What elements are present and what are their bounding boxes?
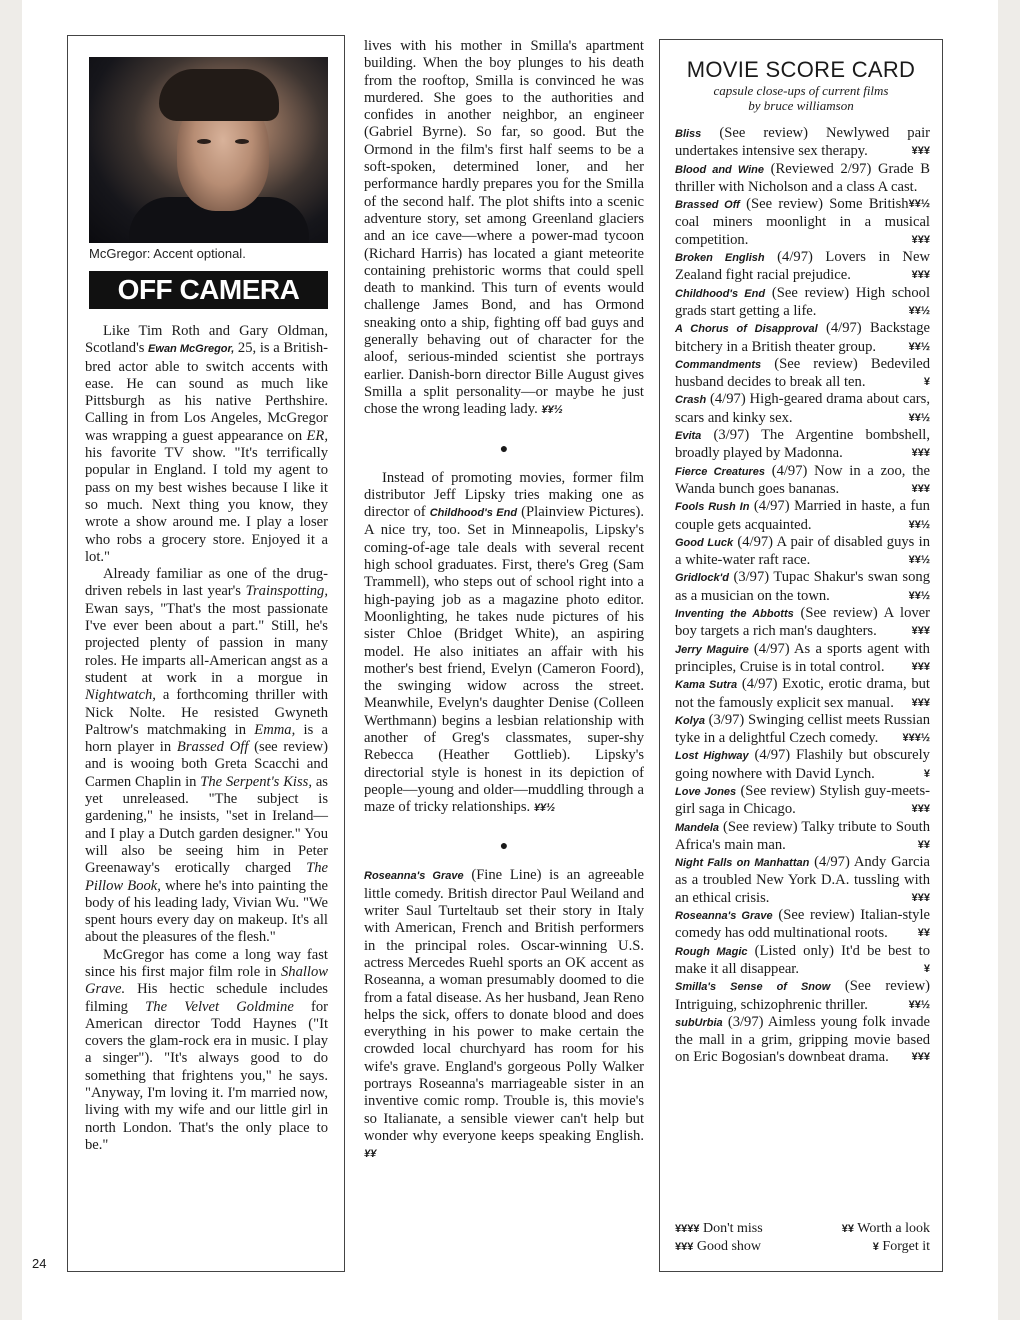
film-rating: ¥¥¥ bbox=[911, 145, 930, 158]
film-rating: ¥¥¥ bbox=[911, 803, 930, 816]
italic-title: The Pillow Book, bbox=[85, 860, 328, 894]
italic-title: The Velvet Goldmine bbox=[145, 998, 294, 1015]
italic-title: Nightwatch, bbox=[85, 687, 156, 704]
score-card-entry bbox=[675, 391, 930, 427]
score-card-entry bbox=[675, 285, 930, 321]
italic-title: The Serpent's Kiss, bbox=[200, 773, 312, 790]
film-title: Broken English bbox=[675, 252, 765, 265]
review-paragraph bbox=[364, 867, 644, 1163]
film-rating: ¥¥½ bbox=[908, 554, 930, 567]
film-rating: ¥¥½ bbox=[908, 411, 930, 424]
film-title: Good Luck bbox=[675, 536, 734, 549]
score-card-entry bbox=[675, 196, 930, 249]
legend-rating: ¥¥¥ bbox=[675, 1241, 694, 1253]
text-run: Instead of promoting movies, former film distributor Jeff Lipsky tries making one as director of bbox=[364, 469, 644, 521]
score-card-entry bbox=[675, 1014, 930, 1067]
film-rating: ¥¥¥ bbox=[911, 696, 930, 709]
score-card-entry bbox=[675, 356, 930, 392]
text-run: lives with his mother in Smilla's apartment building. When the boy plunges to his death from the rooftop, Smilla is convinced he was murdered. She goes to the authorities and confides in another neighbor, an engineer (Gabriel Byrne). So far, so good. But the Ormond in the film's first half seems to be a soft-spoken, determined loner, and her performance hardly prepares you for the Smilla of the second half. The plot shifts into a scenic adventure story, set among Greenland glaciers and an ice cave—where a power-mad tycoon (Richard Harris) has located a giant meteorite containing prehistoric worms that could spell death to mankind. This turn of events would challenge James Bond, and has Ormond sneaking onto a ship, fighting off bad guys and generally behaving out of character for the aloof, serious-minded scientist she portrays earlier. Danish-born director Bille August gives Smilla a split personality—or maybe he just chose the wrong leading lady. bbox=[364, 38, 644, 418]
film-rating: ¥¥¥ bbox=[911, 625, 930, 638]
film-title: Jerry Maguire bbox=[675, 643, 749, 656]
film-title: A Chorus of Disapproval bbox=[675, 323, 818, 336]
score-card-byline: by bruce williamson bbox=[748, 98, 854, 113]
score-card-entries bbox=[675, 125, 930, 1067]
film-description: (4/97) High-geared drama about cars, scars and kinky sex. bbox=[675, 391, 930, 426]
text-run: is a horn player in bbox=[85, 721, 328, 756]
film-description: (See review) Stylish guy-meets-girl saga in Chicago. bbox=[675, 782, 930, 818]
legend-rating: ¥¥¥¥ bbox=[675, 1223, 700, 1235]
film-title: Bliss bbox=[675, 128, 702, 140]
film-rating: ¥¥½ bbox=[908, 589, 930, 602]
reviews-column bbox=[364, 38, 644, 1164]
film-rating: ¥¥½ bbox=[908, 998, 930, 1011]
film-description: (See review) Talky tribute to South Africa's main man. bbox=[675, 818, 930, 853]
film-description: (Reviewed 2/97) Grade B thriller with Nicholson and a class A cast. bbox=[675, 160, 930, 195]
film-rating: ¥¥¥ bbox=[911, 660, 930, 673]
article-paragraph bbox=[85, 566, 328, 947]
film-title: Love Jones bbox=[675, 785, 737, 798]
film-title: Evita bbox=[675, 430, 702, 443]
film-description: (3/97) Tupac Shakur's swan song as a musician on the town. bbox=[675, 569, 930, 604]
film-rating: ¥¥½ bbox=[908, 198, 930, 211]
photo-eye-right bbox=[235, 139, 249, 144]
film-description: (See review) A lover boy targets a rich man's daughters. bbox=[675, 605, 930, 640]
film-rating: ¥¥¥ bbox=[911, 269, 930, 282]
score-card-subtitle bbox=[672, 83, 930, 113]
text-run: 25, is a British-bred actor able to switch accents with ease. He can sound as much like Pittsburgh as his native Perthshire. Calling in from Los Angeles, McGregor was wrapping a guest appearance on bbox=[85, 340, 328, 444]
italic-title: ER, bbox=[306, 427, 328, 444]
score-card-entry bbox=[675, 125, 930, 161]
film-description: (See review) Bedeviled husband decides to break all ten. bbox=[675, 355, 930, 391]
film-title: Mandela bbox=[675, 821, 720, 834]
film-description: (4/97) A pair of disabled guys in a white-water raft race. bbox=[675, 533, 930, 569]
film-title: Fierce Creatures bbox=[675, 465, 765, 478]
film-title: Blood and Wine bbox=[675, 163, 764, 176]
score-card-entry bbox=[675, 320, 930, 356]
film-title: Lost Highway bbox=[675, 750, 749, 763]
text-run: his favorite TV show. "It's terrifically popular in England. I told my agent to pass on my best wishes because I like it so much. Next thing you know, they wrote a show around me. I play a loser who robs a grocery store. Enjoyed it a lot." bbox=[85, 445, 328, 565]
film-title: Night Falls on Manhattan bbox=[675, 857, 810, 870]
film-title: Commandments bbox=[675, 358, 762, 371]
film-description: (4/97) As a sports agent with principles, Cruise is in total control. bbox=[675, 640, 930, 675]
legend-rating: ¥¥ bbox=[841, 1223, 854, 1235]
legend-item bbox=[873, 1238, 930, 1256]
actor-photo bbox=[89, 57, 328, 243]
film-description: (See review) High school grads start getting a life. bbox=[675, 284, 930, 319]
italic-title: Trainspotting, bbox=[245, 583, 328, 600]
emphasis-text: Ewan McGregor, bbox=[148, 343, 235, 356]
film-description: (4/97) Andy Garcia as a troubled New York D.A. tussling with an ethical crisis. bbox=[675, 854, 930, 906]
section-divider-bullet: ● bbox=[499, 839, 509, 855]
text-run: Already familiar as one of the drug-driven rebels in last year's bbox=[85, 566, 328, 600]
emphasis-text: ¥¥½ bbox=[541, 404, 563, 417]
legend-item bbox=[675, 1220, 763, 1238]
article-paragraph bbox=[85, 323, 328, 566]
score-card-entry bbox=[675, 605, 930, 641]
film-rating: ¥¥¥ bbox=[911, 891, 930, 904]
film-rating: ¥¥½ bbox=[908, 518, 930, 531]
film-rating: ¥¥ bbox=[917, 838, 930, 851]
article-paragraph bbox=[85, 947, 328, 1155]
film-title: Kama Sutra bbox=[675, 679, 738, 692]
score-card-entry bbox=[675, 819, 930, 855]
film-rating: ¥¥¥ bbox=[911, 233, 930, 246]
film-title: subUrbia bbox=[675, 1016, 723, 1029]
text-run: (see review) and is wooing both Greta Scacchi and Carmen Chaplin in bbox=[85, 739, 328, 790]
score-card-entry bbox=[675, 676, 930, 712]
score-card-entry bbox=[675, 943, 930, 979]
score-card-entry bbox=[675, 249, 930, 285]
score-card-entry bbox=[675, 498, 930, 534]
film-description: (See review) Italian-style comedy has odd multinational roots. bbox=[675, 907, 931, 942]
text-run: Like Tim Roth and Gary Oldman, Scotland's bbox=[85, 323, 328, 357]
photo-hair bbox=[159, 69, 279, 121]
score-card-entry bbox=[675, 978, 930, 1014]
legend-item bbox=[842, 1220, 930, 1238]
photo-caption: McGregor: Accent optional. bbox=[89, 246, 246, 261]
film-description: (4/97) Exotic, erotic drama, but not the famously explicit sex manual. bbox=[675, 676, 930, 711]
text-run: where he's into painting the body of his leading lady, Vivian Wu. "We spent hours every day on makeup. It's all about the pleasures of the flesh." bbox=[85, 877, 328, 946]
legend-label: Forget it bbox=[878, 1239, 930, 1254]
legend-label: Worth a look bbox=[854, 1221, 930, 1236]
score-card-entry bbox=[675, 641, 930, 677]
film-description: (See review) Some British coal miners moonlight in a musical competition. bbox=[675, 196, 930, 248]
film-description: (4/97) Now in a zoo, the Wanda bunch goes bananas. bbox=[675, 462, 930, 497]
review-paragraph bbox=[364, 470, 644, 818]
paragraph-gap bbox=[364, 817, 644, 833]
film-title: Crash bbox=[675, 394, 707, 407]
photo-eye-left bbox=[197, 139, 211, 144]
film-title: Roseanna's Grave bbox=[675, 910, 773, 923]
score-card-entry bbox=[675, 783, 930, 819]
film-description: (See review) Newlywed pair undertakes intensive sex therapy. bbox=[675, 125, 930, 160]
legend-row bbox=[675, 1220, 930, 1238]
film-title: Rough Magic bbox=[675, 945, 748, 958]
legend-label: Good show bbox=[693, 1239, 762, 1254]
legend-row bbox=[675, 1238, 930, 1256]
film-title: Gridlock'd bbox=[675, 572, 729, 585]
italic-title: Shallow Grave. bbox=[85, 963, 328, 998]
film-description: (4/97) Married in haste, a fun couple gets acquainted. bbox=[675, 498, 930, 533]
film-description: (3/97) The Argentine bombshell, broadly played by Madonna. bbox=[675, 427, 930, 462]
emphasis-text: ¥¥ bbox=[364, 1148, 377, 1161]
text-run: Ewan says, "That's the most passionate I've ever been about a part." Still, he's projected plenty of passion in many roles. He imparts all-American angst as a student at work in a morgue in bbox=[85, 600, 328, 686]
section-divider-bullet: ● bbox=[499, 441, 509, 457]
film-title: Kolya bbox=[675, 714, 705, 727]
film-description: (3/97) Swinging cellist meets Russian tyke in a delightful Czech comedy. bbox=[675, 711, 930, 747]
film-title: Childhood's End bbox=[675, 287, 766, 300]
legend-item bbox=[675, 1238, 761, 1256]
film-description: (4/97) Backstage bitchery in a British theater group. bbox=[675, 320, 930, 355]
film-description: (See review) Intriguing, schizophrenic thriller. bbox=[675, 978, 930, 1013]
text-run: His hectic schedule includes filming bbox=[85, 981, 328, 1015]
emphasis-text: ¥¥½ bbox=[533, 802, 556, 815]
text-run: (Fine Line) is an agreeable little comedy. British director Paul Weiland and writer Saul Turteltaub set their story in Italy with American, French and British performers in the principal roles. Oscar-winning U.S. actress Mercedes Ruehl sports an OK accent as Roseanna, a woman presumably doomed to die from a fatal disease. As her husband, Jean Reno helps the sick, offers to donate blood and does everything in his power to make certain the crowded local churchyard has room for his wife's grave. England's gorgeous Polly Walker portrays Roseanna's marriageable sister in an inventive comic romp. Trouble is, this movie's so Italianate, a sensible viewer can't help but wonder why everyone keeps speaking English. bbox=[364, 867, 644, 1144]
film-rating: ¥¥¥ bbox=[911, 482, 930, 495]
off-camera-article bbox=[85, 323, 328, 1154]
film-rating: ¥ bbox=[923, 376, 930, 389]
film-title: Brassed Off bbox=[675, 199, 740, 212]
emphasis-text: Childhood's End bbox=[429, 507, 518, 520]
paragraph-gap bbox=[364, 420, 644, 436]
film-rating: ¥¥¥ bbox=[911, 447, 930, 460]
score-card-entry bbox=[675, 463, 930, 499]
emphasis-text: Roseanna's Grave bbox=[364, 870, 464, 883]
page-number: 24 bbox=[32, 1256, 47, 1271]
text-run: as yet unreleased. "The subject is gardening," he insists, "set in Ireland—and I play a Dutch garden designer." You will also be seeing him in Peter Greenaway's erotically charged bbox=[85, 773, 328, 877]
legend-rating: ¥ bbox=[872, 1241, 879, 1253]
film-rating: ¥¥¥ bbox=[911, 1051, 930, 1064]
score-card-entry bbox=[675, 569, 930, 605]
film-title: Fools Rush In bbox=[675, 501, 750, 514]
film-description: (3/97) Aimless young folk invade the mall in a grim, gripping movie based on Eric Bogosian's downbeat drama. bbox=[675, 1013, 930, 1066]
film-title: Inventing the Abbotts bbox=[675, 608, 794, 621]
italic-title: Emma, bbox=[254, 721, 296, 738]
text-run: a forthcoming thriller with Nick Nolte. He resisted Gwyneth Paltrow's matchmaking in bbox=[85, 687, 328, 738]
film-description: (Listed only) It'd be best to make it all disappear. bbox=[675, 942, 930, 977]
film-rating: ¥¥¥½ bbox=[902, 732, 930, 745]
film-description: (4/97) Flashily but obscurely going nowhere with David Lynch. bbox=[675, 747, 930, 782]
score-card-entry bbox=[675, 712, 930, 748]
score-card-entry bbox=[675, 907, 930, 943]
text-run: McGregor has come a long way fast since his first major film role in bbox=[85, 946, 328, 980]
text-run: (Plainview Pictures). A nice try, too. Set in Minneapolis, Lipsky's coming-of-age tale deals with several recent high school graduates. First, there's Greg (Sam Trammell), who steps out of school right into a high-paying job as a magazine photo editor. Moonlighting, he takes nude pictures of his sister Chloe (Bridget White), an aspiring model. He also initiates an affair with his mother's best friend, Evelyn (Cameron Foord), the swinging widow across the street. Meanwhile, Evelyn's daughter Denise (Colleen Werthmann) begins a lesbian relationship with another of Greg's classmates, super-shy Rebecca (Heather Gottlieb). Lipsky's directorial style is honest in its depiction of people—young and older—muddling through a maze of tricky relationships. bbox=[364, 504, 644, 816]
score-card-entry bbox=[675, 427, 930, 463]
text-run: for American director Todd Haynes ("It covers the glam-rock era in music. I play a singer"). "It's always good to do something that frightens you," he says. "Anyway, I'm loving it. I'm married now, living with my wife and our little girl in north London. That's the only place to be." bbox=[85, 998, 328, 1153]
legend-label: Don't miss bbox=[699, 1221, 763, 1236]
off-camera-banner: OFF CAMERA bbox=[89, 271, 328, 309]
film-rating: ¥ bbox=[923, 767, 930, 780]
rating-legend bbox=[675, 1220, 930, 1256]
italic-title: Brassed Off bbox=[176, 739, 249, 756]
film-rating: ¥ bbox=[923, 962, 930, 975]
film-rating: ¥¥½ bbox=[908, 304, 930, 317]
score-card-entry bbox=[675, 747, 930, 783]
film-description: (4/97) Lovers in New Zealand fight racial prejudice. bbox=[675, 249, 930, 284]
review-paragraph bbox=[364, 38, 644, 420]
score-card-entry bbox=[675, 534, 930, 570]
score-card-title: MOVIE SCORE CARD bbox=[686, 57, 916, 82]
film-title: Smilla's Sense of Snow bbox=[675, 981, 831, 994]
score-card-entry bbox=[675, 854, 930, 907]
film-rating: ¥¥ bbox=[917, 927, 930, 940]
score-card-subtitle-line-1: capsule close-ups of current films bbox=[713, 83, 889, 98]
film-rating: ¥¥½ bbox=[908, 340, 930, 353]
